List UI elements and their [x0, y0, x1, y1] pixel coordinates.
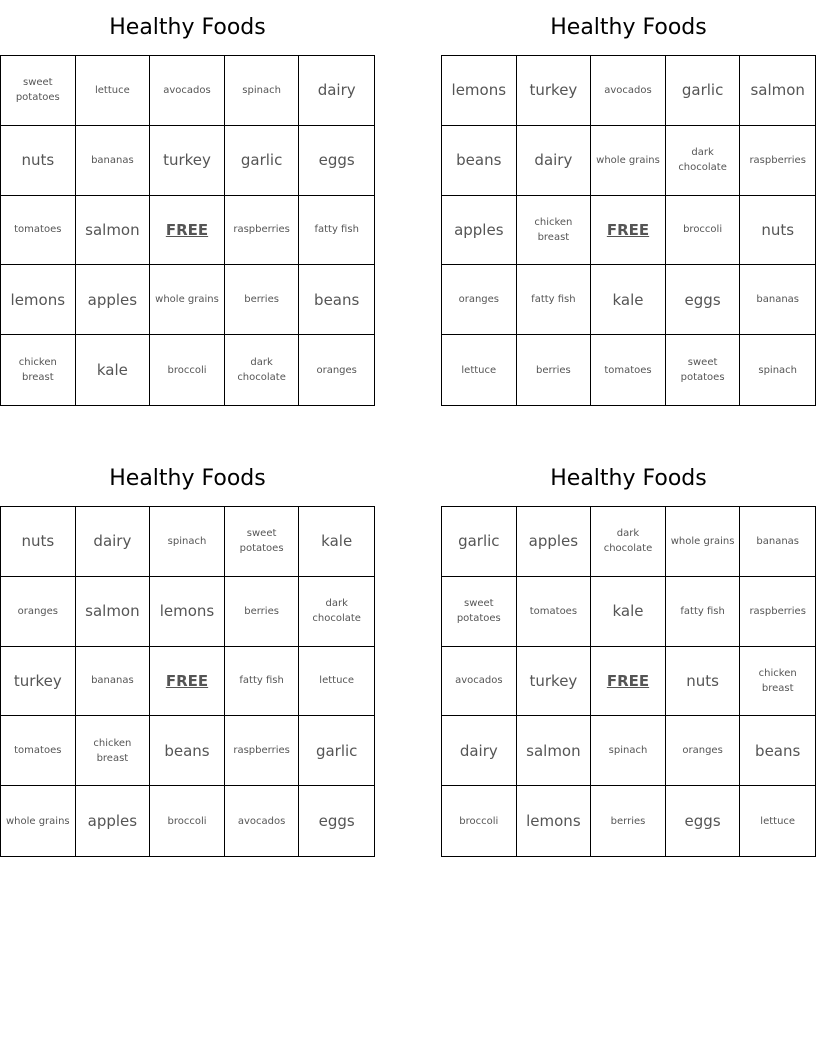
bingo-cell: kale	[591, 577, 666, 647]
bingo-cell: lemons	[442, 56, 517, 126]
bingo-cell: sweet potatoes	[225, 507, 300, 577]
bingo-cell: berries	[225, 577, 300, 647]
bingo-cell: salmon	[76, 196, 151, 266]
bingo-cell: salmon	[740, 56, 815, 126]
bingo-cell: dark chocolate	[591, 507, 666, 577]
bingo-cell: lettuce	[760, 815, 796, 827]
bingo-cell: beans	[299, 265, 374, 335]
bingo-cell: whole grains	[666, 507, 741, 577]
bingo-cell: lemons	[150, 577, 225, 647]
bingo-cell: raspberries	[225, 716, 300, 786]
free-space-cell: FREE	[591, 196, 666, 266]
bingo-cell: broccoli	[150, 335, 225, 405]
bingo-cell: berries	[591, 786, 666, 856]
bingo-cell: apples	[76, 265, 151, 335]
bingo-cell: tomatoes	[1, 716, 76, 786]
bingo-cell: raspberries	[740, 126, 815, 196]
bingo-cell: beans	[150, 716, 225, 786]
bingo-cell: beans	[442, 126, 517, 196]
card-title: Healthy Foods	[109, 466, 266, 491]
bingo-cell: whole grains	[591, 126, 666, 196]
bingo-cell: kale	[76, 335, 151, 405]
bingo-cell: dairy	[299, 56, 374, 126]
bingo-cell: fatty fish	[666, 577, 741, 647]
bingo-cell: lettuce	[299, 647, 374, 717]
bingo-cell: whole grains	[1, 786, 76, 856]
bingo-cell: kale	[591, 265, 666, 335]
bingo-cell: kale	[299, 507, 374, 577]
bingo-cell: broccoli	[442, 786, 517, 856]
bingo-cell: dark chocolate	[225, 335, 300, 405]
bingo-cell: oranges	[1, 577, 76, 647]
card-title: Healthy Foods	[109, 15, 266, 40]
bingo-cell: dairy	[442, 716, 517, 786]
bingo-cell: avocados	[150, 56, 225, 126]
bingo-cell: nuts	[1, 126, 76, 196]
bingo-cell: garlic	[442, 507, 517, 577]
bingo-cell: broccoli	[666, 196, 741, 266]
card-title: Healthy Foods	[550, 15, 707, 40]
bingo-cell: spinach	[591, 716, 666, 786]
bingo-grid	[0, 55, 375, 406]
bingo-cell: oranges	[442, 265, 517, 335]
bingo-cell: spinach	[150, 507, 225, 577]
bingo-cell: oranges	[666, 716, 741, 786]
bingo-cell: tomatoes	[1, 196, 76, 266]
bingo-cell: dark chocolate	[299, 577, 374, 647]
bingo-cell: sweet potatoes	[1, 56, 76, 126]
bingo-cell: tomatoes	[591, 335, 666, 405]
bingo-cell: berries	[517, 335, 592, 405]
bingo-grid	[441, 506, 816, 857]
free-space-cell: FREE	[591, 647, 666, 717]
bingo-cell: nuts	[666, 647, 741, 717]
bingo-cell: chicken breast	[1, 335, 76, 405]
bingo-cell: eggs	[666, 265, 741, 335]
bingo-cell: fatty fish	[225, 647, 300, 717]
bingo-cell: sweet potatoes	[442, 577, 517, 647]
bingo-cell: garlic	[666, 56, 741, 126]
bingo-cell: fatty fish	[517, 265, 592, 335]
bingo-cell: raspberries	[225, 196, 300, 266]
free-space-cell: FREE	[150, 196, 225, 266]
bingo-cell: eggs	[299, 126, 374, 196]
bingo-cell: garlic	[225, 126, 300, 196]
bingo-cell: beans	[740, 716, 815, 786]
bingo-grid	[441, 55, 816, 406]
bingo-cell: dairy	[76, 507, 151, 577]
bingo-cell: avocados	[225, 786, 300, 856]
bingo-cell: chicken breast	[740, 647, 815, 717]
bingo-cell: sweet potatoes	[666, 335, 741, 405]
bingo-cell: eggs	[318, 812, 355, 831]
bingo-cell: chicken breast	[76, 716, 151, 786]
bingo-cell: apples	[76, 786, 151, 856]
bingo-cell: lemons	[1, 265, 76, 335]
bingo-cell: tomatoes	[517, 577, 592, 647]
bingo-cell: avocados	[442, 647, 517, 717]
bingo-cell: oranges	[316, 364, 357, 376]
bingo-cell: whole grains	[150, 265, 225, 335]
bingo-cell: turkey	[1, 647, 76, 717]
bingo-cell: garlic	[299, 716, 374, 786]
bingo-cell: eggs	[666, 786, 741, 856]
bingo-cell: avocados	[591, 56, 666, 126]
bingo-cell: bananas	[76, 647, 151, 717]
bingo-cell: turkey	[517, 56, 592, 126]
bingo-cell: nuts	[1, 507, 76, 577]
bingo-cell: salmon	[76, 577, 151, 647]
bingo-cell: fatty fish	[299, 196, 374, 266]
bingo-cell: apples	[442, 196, 517, 266]
bingo-cell: lettuce	[76, 56, 151, 126]
bingo-cell: turkey	[517, 647, 592, 717]
bingo-cell: apples	[517, 507, 592, 577]
bingo-cell: salmon	[517, 716, 592, 786]
bingo-cell: spinach	[225, 56, 300, 126]
bingo-cell: nuts	[740, 196, 815, 266]
free-space-cell: FREE	[150, 647, 225, 717]
bingo-cell: dark chocolate	[666, 126, 741, 196]
bingo-grid	[0, 506, 375, 857]
bingo-cell: bananas	[740, 507, 815, 577]
bingo-cell: lemons	[517, 786, 592, 856]
bingo-cell: berries	[225, 265, 300, 335]
bingo-cell: raspberries	[740, 577, 815, 647]
bingo-cell: bananas	[76, 126, 151, 196]
card-title: Healthy Foods	[550, 466, 707, 491]
bingo-cell: turkey	[150, 126, 225, 196]
bingo-cell: chicken breast	[517, 196, 592, 266]
bingo-cell: lettuce	[442, 335, 517, 405]
bingo-cell: dairy	[517, 126, 592, 196]
bingo-cell: bananas	[740, 265, 815, 335]
bingo-cell: spinach	[758, 364, 797, 376]
bingo-cell: broccoli	[150, 786, 225, 856]
